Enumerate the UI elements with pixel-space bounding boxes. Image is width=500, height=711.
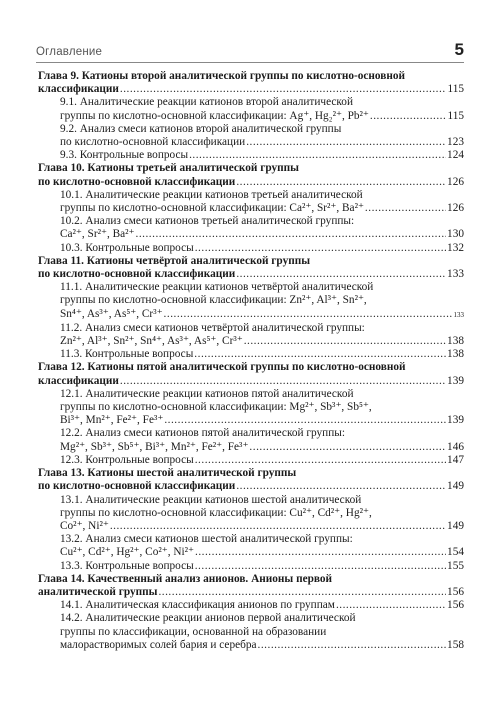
toc-entry-last-line: [60, 335, 464, 348]
toc-page-number: 126: [447, 202, 464, 215]
toc-entry-line: 10.2. Анализ смеси катионов третьей аналитической группы:: [60, 215, 355, 228]
toc-page-number: 139: [447, 414, 464, 427]
dot-leader: [120, 375, 446, 388]
toc-section-entry[interactable]: [38, 494, 464, 534]
toc-entry-text: Cu²⁺, Cd²⁺, Hg²⁺, Co²⁺, Ni²⁺: [60, 546, 194, 559]
dot-leader: [189, 149, 446, 162]
toc-entry-last-line: [38, 83, 464, 96]
toc-entry-line: 11.2. Анализ смеси катионов четвёртой аналитической группы:: [60, 321, 365, 334]
toc-page-number: 158: [447, 638, 464, 651]
dot-leader: [195, 546, 446, 559]
toc-entry-line: группы по кислотно-основной классификации: Mg²⁺, Sb³⁺, Sb⁵⁺,: [60, 401, 372, 414]
toc-entry-text: Ca²⁺, Sr²⁺, Ba²⁺: [60, 228, 135, 241]
toc-entry-line: 9.2. Анализ смеси катионов второй аналитической группы: [60, 122, 342, 135]
toc-entry-last-line: [60, 136, 464, 149]
page-number: 5: [454, 40, 464, 59]
toc-entry-text: 12.3. Контрольные вопросы: [60, 453, 194, 466]
toc-entry-line: Глава 11. Катионы четвёртой аналитической группы: [38, 254, 311, 267]
dot-leader: [136, 228, 447, 241]
toc-entry-last-line: [60, 520, 464, 533]
toc-entry-last-line: [60, 639, 464, 652]
toc-entry-last-line: [38, 176, 464, 189]
toc-entry-line: группы по кислотно-основной классификации: Cu²⁺, Cd²⁺, Hg²⁺,: [60, 506, 372, 519]
dot-leader: [164, 308, 453, 321]
toc-section-entry[interactable]: [38, 612, 464, 652]
toc-entry-last-line: [60, 454, 464, 467]
toc-entry-text: по кислотно-основной классификации: [60, 136, 246, 149]
toc-entry-text: аналитической группы: [38, 585, 158, 598]
toc-entry-line: 12.2. Анализ смеси катионов пятой аналитической группы:: [60, 427, 345, 440]
dot-leader: [120, 83, 447, 96]
toc-entry-text: группы по кислотно-основной классификации: Ca²⁺, Sr²⁺, Ba²⁺: [60, 202, 364, 215]
toc-entry-line: 13.2. Анализ смеси катионов шестой аналитической группы:: [60, 533, 353, 546]
toc-entry-text: 13.3. Контрольные вопросы: [60, 559, 194, 572]
table-of-contents: [38, 70, 464, 652]
toc-page-number: 130: [447, 228, 464, 241]
toc-chapter-entry[interactable]: [38, 361, 464, 387]
dot-leader: [244, 335, 446, 348]
dot-leader: [195, 560, 446, 573]
toc-page-number: 154: [447, 546, 464, 559]
toc-entry-line: 14.2. Аналитические реакции анионов первой аналитической: [60, 612, 356, 625]
toc-page-number: 115: [447, 109, 464, 122]
toc-section-entry[interactable]: [38, 454, 464, 467]
toc-entry-text: Co²⁺, Ni²⁺: [60, 519, 109, 532]
toc-section-entry[interactable]: [38, 388, 464, 428]
dot-leader: [194, 348, 446, 361]
dot-leader: [195, 454, 446, 467]
toc-entry-last-line: [60, 308, 464, 322]
toc-entry-text: группы по кислотно-основной классификации: Ag⁺, Hg₂²⁺, Pb²⁺: [60, 109, 369, 122]
toc-page-number: 138: [447, 348, 464, 361]
toc-entry-last-line: [60, 441, 464, 454]
toc-section-entry[interactable]: [38, 215, 464, 241]
toc-section-entry[interactable]: [38, 149, 464, 162]
toc-entry-line: Глава 10. Катионы третьей аналитической группы: [38, 162, 299, 175]
toc-chapter-entry[interactable]: [38, 70, 464, 96]
toc-entry-line: Глава 9. Катионы второй аналитической группы по кислотно-основной: [38, 70, 406, 82]
dot-leader: [158, 586, 446, 599]
toc-chapter-entry[interactable]: [38, 467, 464, 493]
dot-leader: [236, 176, 446, 189]
toc-entry-last-line: [60, 110, 464, 123]
toc-page-number: 133: [447, 268, 464, 281]
toc-section-entry[interactable]: [38, 560, 464, 573]
toc-page-number: 149: [447, 519, 464, 532]
toc-entry-text: Zn²⁺, Al³⁺, Sn²⁺, Sn⁴⁺, As³⁺, As⁵⁺, Cr³⁺: [60, 335, 243, 348]
toc-page-number: 146: [447, 440, 464, 453]
toc-entry-line: 9.1. Аналитические реакции катионов второй аналитической: [60, 96, 353, 109]
toc-section-entry[interactable]: [38, 427, 464, 453]
toc-entry-text: классификации: [38, 374, 119, 387]
toc-entry-last-line: [60, 202, 464, 215]
toc-page-number: 139: [447, 374, 464, 387]
toc-page-number: 147: [447, 453, 464, 466]
toc-entry-text: 9.3. Контрольные вопросы: [60, 149, 189, 162]
toc-entry-last-line: [60, 414, 464, 427]
toc-entry-line: 11.1. Аналитические реакции катионов четвёртой аналитической: [60, 281, 374, 294]
dot-leader: [336, 599, 446, 612]
toc-entry-text: 14.1. Аналитическая классификация анионов по группам: [60, 599, 335, 612]
dot-leader: [110, 520, 446, 533]
page-header: [36, 40, 464, 60]
toc-entry-text: по кислотно-основной классификации: [38, 175, 236, 188]
toc-chapter-entry[interactable]: [38, 573, 464, 599]
toc-page-number: 124: [447, 149, 464, 162]
toc-entry-line: группы по классификации, основанной на образовании: [60, 625, 327, 638]
toc-page-number: 138: [447, 335, 464, 348]
toc-entry-line: 13.1. Аналитические реакции катионов шестой аналитической: [60, 493, 362, 506]
dot-leader: [195, 242, 446, 255]
toc-chapter-entry[interactable]: [38, 162, 464, 188]
toc-section-entry[interactable]: [38, 348, 464, 361]
toc-page-number: 132: [447, 241, 464, 254]
toc-page-number: 149: [447, 480, 464, 493]
toc-section-entry[interactable]: [38, 123, 464, 149]
dot-leader: [236, 480, 446, 493]
toc-entry-last-line: [60, 348, 464, 361]
toc-section-entry[interactable]: [38, 599, 464, 612]
toc-entry-last-line: [60, 242, 464, 255]
toc-entry-text: 11.3. Контрольные вопросы: [60, 348, 194, 361]
toc-page-number: 115: [447, 83, 464, 96]
toc-entry-text: по кислотно-основной классификации: [38, 480, 236, 493]
toc-section-entry[interactable]: [38, 281, 464, 322]
toc-entry-last-line: [38, 586, 464, 599]
toc-page-number: 133: [453, 310, 464, 319]
toc-entry-text: Mg²⁺, Sb³⁺, Sb⁵⁺, Bi³⁺, Mn²⁺, Fe²⁺, Fe³⁺: [60, 440, 249, 453]
toc-entry-text: Sn⁴⁺, As³⁺, As⁵⁺, Cr³⁺: [60, 307, 163, 320]
toc-entry-last-line: [38, 375, 464, 388]
header-divider: [36, 62, 464, 63]
toc-entry-line: группы по кислотно-основной классификации: Zn²⁺, Al³⁺, Sn²⁺,: [60, 294, 367, 307]
toc-entry-line: 10.1. Аналитические реакции катионов третьей аналитической: [60, 188, 363, 201]
toc-section-entry[interactable]: [38, 96, 464, 122]
toc-page-number: 156: [447, 585, 464, 598]
toc-page-number: 156: [447, 599, 464, 612]
toc-section-entry[interactable]: [38, 242, 464, 255]
dot-leader: [236, 268, 446, 281]
toc-entry-last-line: [60, 546, 464, 559]
toc-entry-text: по кислотно-основной классификации: [38, 268, 236, 281]
toc-entry-last-line: [60, 599, 464, 612]
toc-entry-text: малорастворимых солей бария и серебра: [60, 638, 257, 651]
toc-entry-last-line: [38, 268, 464, 281]
toc-chapter-entry[interactable]: [38, 255, 464, 281]
toc-entry-text: Bi³⁺, Mn²⁺, Fe²⁺, Fe³⁺: [60, 414, 164, 427]
toc-entry-last-line: [60, 560, 464, 573]
toc-section-entry[interactable]: [38, 533, 464, 559]
toc-entry-text: 10.3. Контрольные вопросы: [60, 241, 194, 254]
toc-entry-text: классификации: [38, 83, 119, 96]
toc-section-entry[interactable]: [38, 322, 464, 348]
toc-entry-line: 12.1. Аналитические реакции катионов пятой аналитической: [60, 387, 354, 400]
dot-leader: [164, 414, 446, 427]
dot-leader: [246, 136, 446, 149]
toc-section-entry[interactable]: [38, 189, 464, 215]
dot-leader: [370, 110, 447, 123]
toc-page-number: 155: [447, 559, 464, 572]
toc-page-number: 126: [447, 175, 464, 188]
toc-entry-last-line: [60, 228, 464, 241]
toc-entry-last-line: [38, 480, 464, 493]
toc-entry-line: Глава 12. Катионы пятой аналитической группы по кислотно-основной: [38, 361, 406, 374]
dot-leader: [258, 639, 447, 652]
dot-leader: [249, 441, 446, 454]
dot-leader: [365, 202, 446, 215]
running-title: Оглавление: [36, 46, 103, 58]
toc-entry-line: Глава 14. Качественный анализ анионов. Анионы первой: [38, 572, 333, 585]
toc-entry-last-line: [60, 149, 464, 162]
toc-page-number: 123: [447, 136, 464, 149]
toc-entry-line: Глава 13. Катионы шестой аналитической группы: [38, 467, 297, 480]
